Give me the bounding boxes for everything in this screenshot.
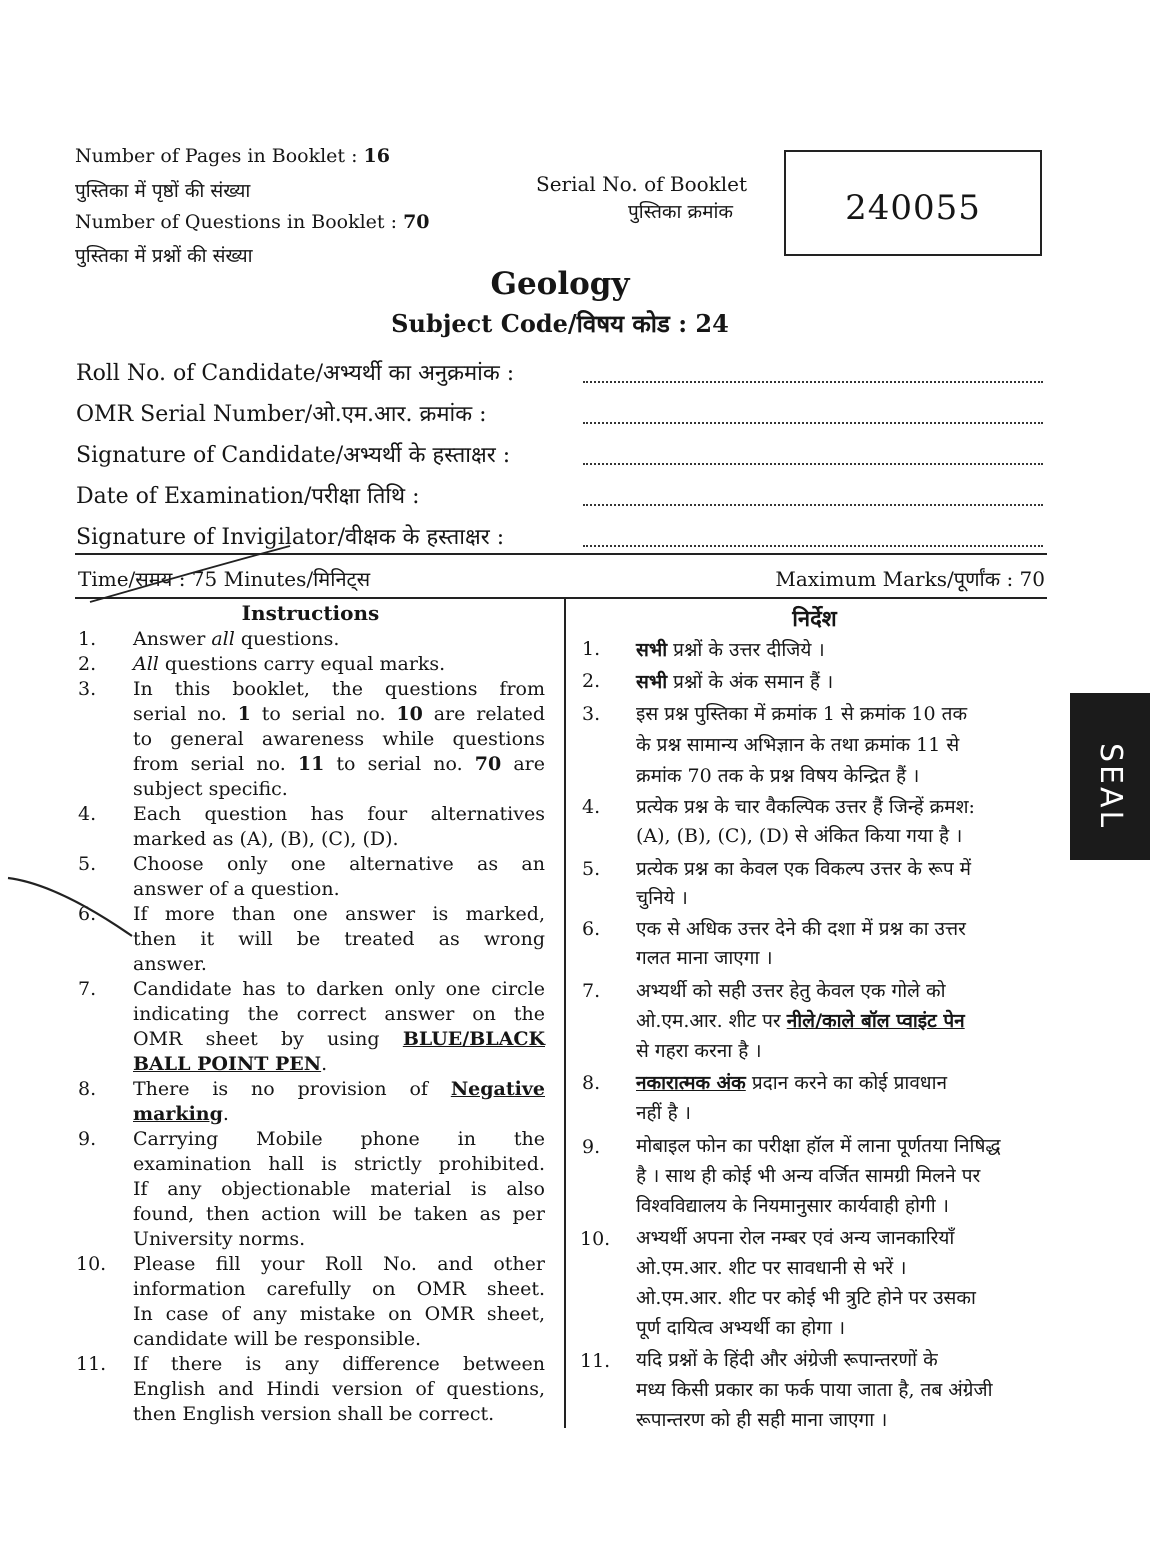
- hi-item-number: 7.: [582, 980, 601, 1002]
- en-item-line: If there is any difference between: [133, 1353, 545, 1375]
- pages-label: Number of Pages in Booklet :: [75, 145, 358, 167]
- hi-item-line: प्रत्येक प्रश्न के चार वैकल्पिक उत्तर हैं जिन्हें क्रमश:: [636, 796, 975, 818]
- candidate-signature-label: Signature of Candidate/अभ्यर्थी के हस्ताक्षर :: [76, 443, 511, 468]
- pen-mark: [80, 540, 300, 610]
- en-item-line: found, then action will be taken as per: [133, 1203, 545, 1225]
- hi-item-number: 6.: [582, 918, 601, 940]
- hi-item-line: ओ.एम.आर. शीट पर नीले/काले बॉल प्वाइंट पेन: [636, 1010, 965, 1032]
- en-item-line: marked as (A), (B), (C), (D).: [133, 828, 399, 850]
- en-item-line: answer of a question.: [133, 878, 340, 900]
- hi-item-line: से गहरा करना है ।: [636, 1040, 762, 1062]
- subject-code-label: Subject Code/विषय कोड :: [391, 309, 688, 338]
- questions-value: 70: [403, 211, 430, 233]
- en-item-line: All questions carry equal marks.: [133, 653, 446, 675]
- roll-number-field[interactable]: [76, 357, 1046, 391]
- hi-item-line: सभी प्रश्नों के उत्तर दीजिये ।: [636, 639, 825, 661]
- en-item-line: then English version shall be correct.: [133, 1403, 495, 1425]
- subject-title: Geology: [490, 266, 630, 302]
- omr-serial-line[interactable]: [583, 422, 1043, 424]
- invigilator-signature-line[interactable]: [583, 545, 1043, 547]
- invigilator-signature-label: Signature of Invigilator/वीक्षक के हस्ताक्षर :: [76, 525, 505, 550]
- en-item-line: In case of any mistake on OMR sheet,: [133, 1303, 545, 1325]
- hi-item-line: विश्वविद्यालय के नियमानुसार कार्यवाही होगी ।: [636, 1195, 949, 1217]
- en-item-line: examination hall is strictly prohibited.: [133, 1153, 545, 1175]
- hi-item-number: 5.: [582, 858, 601, 880]
- en-item-number: 3.: [78, 678, 97, 700]
- roll-number-label: Roll No. of Candidate/अभ्यर्थी का अनुक्रमांक :: [76, 361, 515, 386]
- questions-label: Number of Questions in Booklet :: [75, 211, 398, 233]
- en-item-number: 6.: [78, 903, 97, 925]
- en-item-line: OMR sheet by using BLUE/BLACK: [133, 1028, 545, 1050]
- pages-label-hindi: पुस्तिका में पृष्ठों की संख्या: [75, 180, 251, 202]
- en-item-line: University norms.: [133, 1228, 306, 1250]
- hi-item-number: 10.: [580, 1228, 611, 1250]
- en-item-line: BALL POINT PEN.: [133, 1053, 328, 1075]
- hi-item-number: 9.: [582, 1136, 601, 1158]
- maximum-marks: Maximum Marks/पूर्णांक : 70: [775, 567, 1045, 591]
- subject-code-value: 24: [695, 309, 729, 338]
- en-item-line: to general awareness while questions: [133, 728, 545, 750]
- en-item-line: Answer all questions.: [133, 628, 340, 650]
- hi-item-line: है । साथ ही कोई भी अन्य वर्जित सामग्री मिलने पर: [636, 1165, 981, 1187]
- pen-mark: [0, 860, 160, 950]
- hi-item-line: पूर्ण दायित्व अभ्यर्थी का होगा ।: [636, 1317, 846, 1339]
- en-item-line: If more than one answer is marked,: [133, 903, 545, 925]
- serial-label-hindi: पुस्तिका क्रमांक: [628, 201, 733, 223]
- en-item-line: subject specific.: [133, 778, 288, 800]
- questions-label-hindi: पुस्तिका में प्रश्नों की संख्या: [75, 245, 253, 267]
- hi-item-line: एक से अधिक उत्तर देने की दशा में प्रश्न का उत्तर: [636, 918, 966, 940]
- hi-item-number: 11.: [580, 1350, 611, 1372]
- hi-item-line: (A), (B), (C), (D) से अंकित किया गया है ।: [636, 825, 963, 847]
- exam-date-line[interactable]: [583, 504, 1043, 506]
- subject-code: [0, 307, 1120, 340]
- en-item-line: indicating the correct answer on the: [133, 1003, 545, 1025]
- en-item-number: 11.: [76, 1353, 107, 1375]
- en-item-line: candidate will be responsible.: [133, 1328, 422, 1350]
- hi-item-number: 3.: [582, 703, 601, 725]
- en-item-number: 7.: [78, 978, 97, 1000]
- en-item-number: 9.: [78, 1128, 97, 1150]
- pages-count: [75, 145, 390, 167]
- en-item-line: then it will be treated as wrong: [133, 928, 545, 950]
- pages-value: 16: [363, 145, 390, 167]
- hi-item-number: 1.: [582, 638, 601, 660]
- instructions-heading-hindi: निर्देश: [792, 606, 837, 632]
- hi-item-line: नहीं है ।: [636, 1102, 691, 1124]
- en-item-line: Choose only one alternative as an: [133, 853, 545, 875]
- exam-date-label: Date of Examination/परीक्षा तिथि :: [76, 484, 420, 509]
- hi-item-line: क्रमांक 70 तक के प्रश्न विषय केन्द्रित हैं ।: [636, 765, 920, 787]
- questions-count: [75, 211, 430, 233]
- en-item-line: Each question has four alternatives: [133, 803, 545, 825]
- candidate-signature-field[interactable]: [76, 439, 1046, 473]
- hi-item-line: नकारात्मक अंक प्रदान करने का कोई प्रावधान: [636, 1072, 948, 1094]
- exam-date-field[interactable]: [76, 480, 1046, 514]
- en-item-number: 8.: [78, 1078, 97, 1100]
- en-item-number: 4.: [78, 803, 97, 825]
- en-item-line: answer.: [133, 953, 207, 975]
- hi-item-line: सभी प्रश्नों के अंक समान हैं ।: [636, 671, 834, 693]
- candidate-signature-line[interactable]: [583, 463, 1043, 465]
- omr-serial-label: OMR Serial Number/ओ.एम.आर. क्रमांक :: [76, 402, 487, 427]
- instructions-heading: Instructions: [241, 601, 380, 625]
- en-item-number: 1.: [78, 628, 97, 650]
- en-item-line: Carrying Mobile phone in the: [133, 1128, 545, 1150]
- time-allowed: Time/समय : 75 Minutes/मिनिट्स: [78, 567, 371, 591]
- hi-item-line: अभ्यर्थी अपना रोल नम्बर एवं अन्य जानकारियाँ: [636, 1227, 955, 1249]
- hi-item-line: गलत माना जाएगा ।: [636, 947, 773, 969]
- serial-number: 240055: [845, 188, 981, 228]
- en-item-line: In this booklet, the questions from: [133, 678, 545, 700]
- hi-item-number: 8.: [582, 1072, 601, 1094]
- hi-item-line: अभ्यर्थी को सही उत्तर हेतु केवल एक गोले को: [636, 980, 946, 1002]
- en-item-line: marking.: [133, 1103, 229, 1125]
- column-divider: [564, 598, 566, 1428]
- seal-label: SEAL: [1093, 743, 1128, 831]
- en-item-line: serial no. 1 to serial no. 10 are related: [133, 703, 545, 725]
- serial-label: Serial No. of Booklet: [536, 172, 748, 196]
- en-item-line: If any objectionable material is also: [133, 1178, 545, 1200]
- en-item-number: 5.: [78, 853, 97, 875]
- hi-item-line: रूपान्तरण को ही सही माना जाएगा ।: [636, 1409, 888, 1431]
- en-item-line: information carefully on OMR sheet.: [133, 1278, 545, 1300]
- hi-item-line: मोबाइल फोन का परीक्षा हॉल में लाना पूर्णतया निषिद्ध: [636, 1135, 1001, 1157]
- roll-number-line[interactable]: [583, 381, 1043, 383]
- hi-item-number: 2.: [582, 670, 601, 692]
- en-item-line: Please fill your Roll No. and other: [133, 1253, 545, 1275]
- en-item-line: There is no provision of Negative: [133, 1078, 545, 1100]
- en-item-line: English and Hindi version of questions,: [133, 1378, 545, 1400]
- hi-item-line: मध्य किसी प्रकार का फर्क पाया जाता है, तब अंग्रेजी: [636, 1379, 993, 1401]
- hi-item-line: प्रत्येक प्रश्न का केवल एक विकल्प उत्तर के रूप में: [636, 858, 972, 880]
- hi-item-line: ओ.एम.आर. शीट पर सावधानी से भरें ।: [636, 1257, 907, 1279]
- hi-item-line: यदि प्रश्नों के हिंदी और अंग्रेजी रूपान्तरणों के: [636, 1349, 938, 1371]
- en-item-line: from serial no. 11 to serial no. 70 are: [133, 753, 546, 775]
- hi-item-line: के प्रश्न सामान्य अभिज्ञान के तथा क्रमांक 11 से: [636, 734, 960, 756]
- hi-item-number: 4.: [582, 796, 601, 818]
- omr-serial-field[interactable]: [76, 398, 1046, 432]
- en-item-number: 10.: [76, 1253, 107, 1275]
- hi-item-line: इस प्रश्न पुस्तिका में क्रमांक 1 से क्रमांक 10 तक: [636, 703, 968, 725]
- en-item-line: Candidate has to darken only one circle: [133, 978, 545, 1000]
- en-item-number: 2.: [78, 653, 97, 675]
- hi-item-line: ओ.एम.आर. शीट पर कोई भी त्रुटि होने पर उसका: [636, 1287, 976, 1309]
- hi-item-line: चुनिये ।: [636, 887, 688, 909]
